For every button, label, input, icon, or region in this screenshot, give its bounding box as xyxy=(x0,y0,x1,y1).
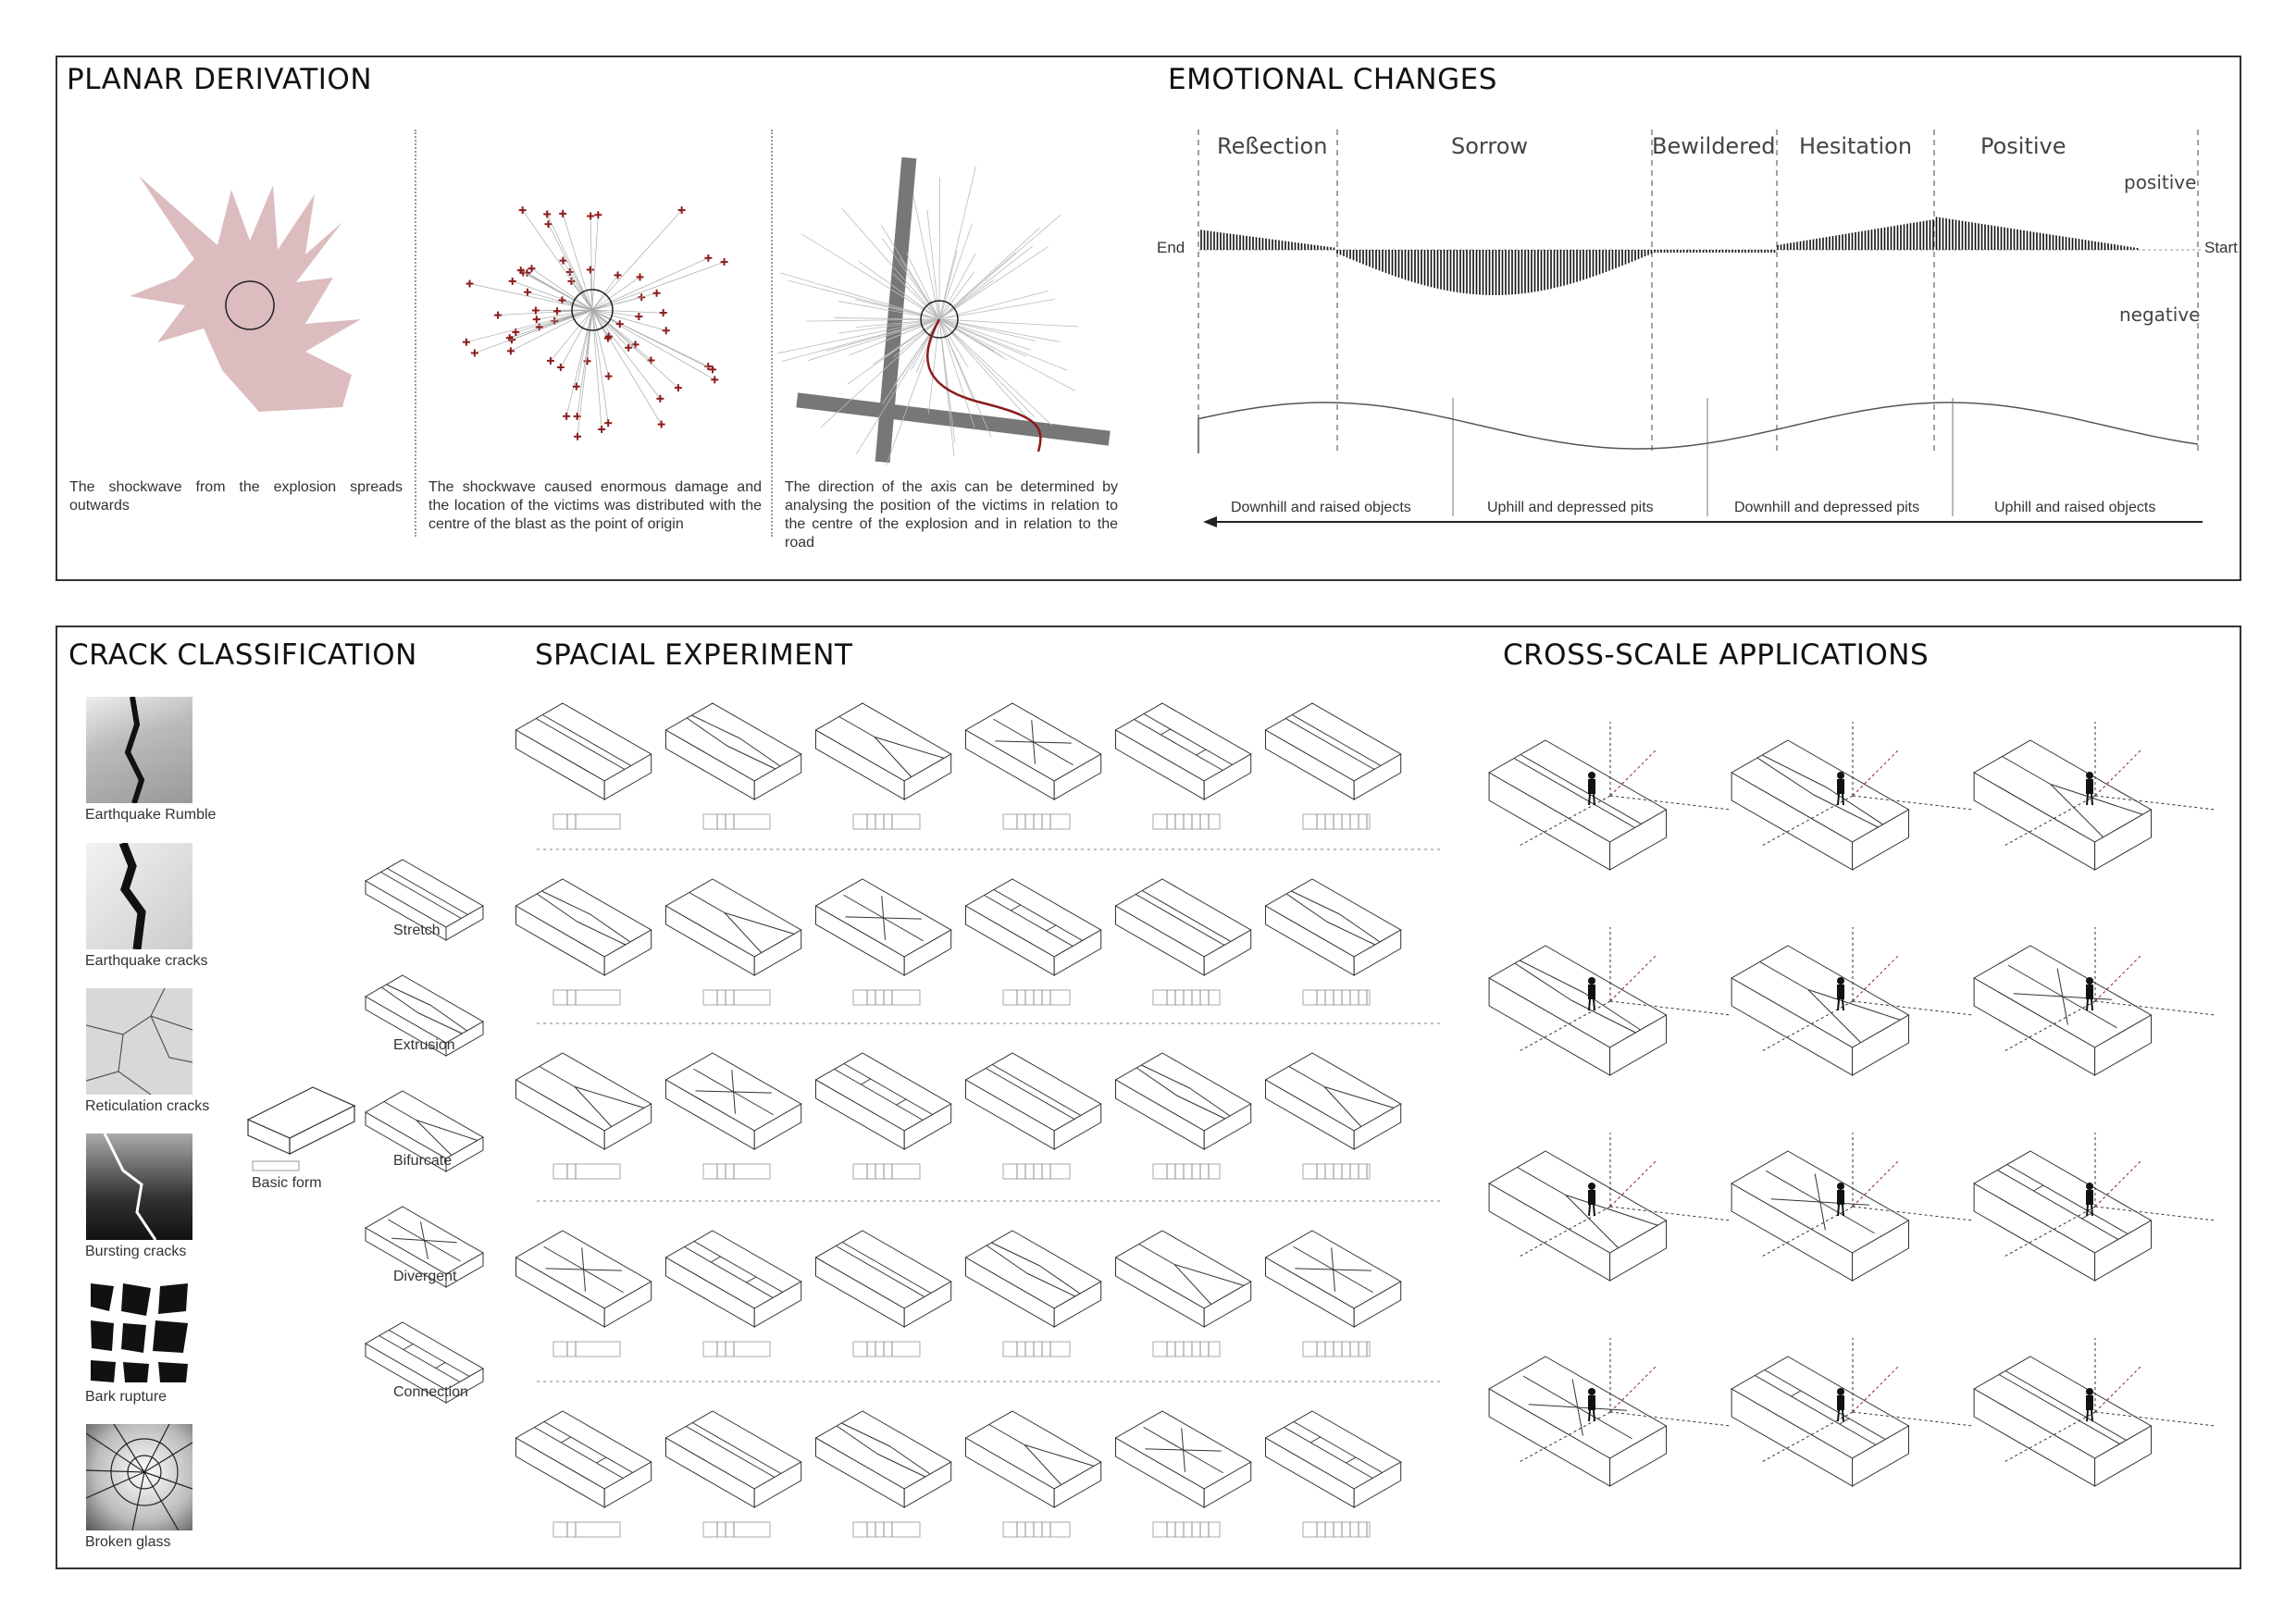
iso-block xyxy=(516,1231,652,1327)
cross-scale-applications-title: CROSS-SCALE APPLICATIONS xyxy=(1503,638,1930,672)
bark-rupture-label: Bark rupture xyxy=(85,1389,168,1405)
plan-strip xyxy=(853,990,920,1005)
iso-block xyxy=(1116,1231,1251,1327)
iso-block xyxy=(1974,946,2151,1075)
victim-ray xyxy=(592,215,598,310)
broken-glass-photo xyxy=(86,1424,192,1530)
victim-marker xyxy=(527,265,535,272)
victim-marker xyxy=(721,258,728,266)
divergent-block xyxy=(391,1192,512,1266)
victim-ray xyxy=(592,310,714,379)
iso-block xyxy=(1731,1357,1908,1486)
planar-derivation-title: PLANAR DERIVATION xyxy=(67,63,373,96)
plan-strip xyxy=(553,814,620,829)
victim-marker xyxy=(653,290,661,297)
iso-block xyxy=(666,1411,801,1507)
victim-marker xyxy=(543,210,551,217)
plan-strip xyxy=(703,990,770,1005)
plan-strip xyxy=(1303,1164,1370,1179)
bursting-cracks-label: Bursting cracks xyxy=(85,1244,187,1259)
victim-marker xyxy=(587,266,594,274)
iso-block xyxy=(816,1231,951,1327)
victim-marker xyxy=(598,426,605,433)
end-label: End xyxy=(1157,239,1185,256)
stretch-block xyxy=(391,845,512,919)
victim-marker xyxy=(637,273,644,280)
victim-marker xyxy=(604,419,612,427)
iso-block xyxy=(816,879,951,975)
plan-strip xyxy=(1153,1164,1220,1179)
victim-marker xyxy=(635,313,642,320)
extrusion-label: Extrusion xyxy=(393,1037,455,1053)
earthquake-cracks-photo xyxy=(86,843,192,949)
victim-ray xyxy=(592,258,708,310)
iso-block xyxy=(966,1411,1101,1507)
victim-marker xyxy=(466,280,474,288)
victim-marker xyxy=(704,254,712,262)
iso-block xyxy=(1266,879,1401,975)
victim-ray xyxy=(939,177,940,319)
shockwave-shape xyxy=(130,176,361,412)
victim-ray xyxy=(788,280,939,319)
terrain-profile xyxy=(1198,403,2198,453)
positive-label: positive xyxy=(2124,171,2197,193)
victim-marker xyxy=(594,211,602,218)
iso-block xyxy=(1266,703,1401,799)
iso-block xyxy=(1974,1151,2151,1281)
victim-ray xyxy=(939,299,1055,319)
terrain-label-3: Downhill and depressed pits xyxy=(1734,500,1920,515)
victim-marker xyxy=(656,395,664,403)
shockwave-diagram xyxy=(120,167,379,426)
bursting-cracks-photo xyxy=(86,1134,192,1240)
victim-ray xyxy=(592,277,640,310)
bark-rupture-photo xyxy=(86,1279,192,1385)
victim-marker xyxy=(509,278,516,285)
plan-strip xyxy=(553,1342,620,1357)
start-label: Start xyxy=(2204,239,2238,256)
crack-classification-title: CRACK CLASSIFICATION xyxy=(68,638,417,672)
iso-block xyxy=(1489,740,1666,870)
plan-strip xyxy=(1153,814,1220,829)
terrain-label-4: Uphill and raised objects xyxy=(1994,500,2156,515)
plan-strip xyxy=(553,1522,620,1537)
victim-marker xyxy=(563,413,570,420)
plan-strip xyxy=(1003,1522,1070,1537)
road-horizontal xyxy=(796,392,1110,445)
victim-ray xyxy=(592,310,628,348)
plan-strip xyxy=(853,1164,920,1179)
planar-divider-1 xyxy=(415,130,416,537)
victim-marker xyxy=(524,289,531,296)
victim-ray xyxy=(592,275,618,310)
phase-label-5: Positive xyxy=(1980,133,2066,159)
iso-block xyxy=(1266,1411,1401,1507)
connection-block xyxy=(391,1307,512,1381)
reticulation-cracks-photo xyxy=(86,988,192,1095)
terrain-dividers xyxy=(1453,398,1953,516)
earthquake-cracks-label: Earthquake cracks xyxy=(85,953,208,969)
iso-block xyxy=(666,879,801,975)
iso-block xyxy=(516,1053,652,1149)
iso-block xyxy=(1116,879,1251,975)
phase-label-2: Sorrow xyxy=(1451,133,1529,159)
plan-strip xyxy=(703,1522,770,1537)
victim-marker xyxy=(573,383,580,390)
victim-ray xyxy=(592,310,608,423)
iso-block xyxy=(516,703,652,799)
victim-ray xyxy=(939,246,1033,319)
negative-label: negative xyxy=(2119,304,2201,326)
iso-block xyxy=(816,703,951,799)
victim-marker xyxy=(507,347,515,354)
victim-marker xyxy=(471,350,478,357)
victim-marker xyxy=(533,316,540,323)
plan-strip xyxy=(853,814,920,829)
bifurcate-label: Bifurcate xyxy=(393,1153,453,1169)
plan-strip xyxy=(1153,1522,1220,1537)
iso-block xyxy=(816,1053,951,1149)
iso-block xyxy=(966,1231,1101,1327)
axis-diagram xyxy=(796,157,1111,472)
victim-marker xyxy=(658,421,665,428)
terrain-label-1: Downhill and raised objects xyxy=(1231,500,1411,515)
victim-ray xyxy=(835,317,939,319)
iso-block xyxy=(1731,1151,1908,1281)
iso-block xyxy=(1489,1151,1666,1281)
victim-ray xyxy=(939,228,1039,319)
plan-strip xyxy=(1003,1342,1070,1357)
phase-label-3: Bewildered xyxy=(1652,133,1776,159)
iso-block xyxy=(966,703,1101,799)
iso-block xyxy=(1266,1053,1401,1149)
extrusion-block xyxy=(391,960,512,1035)
reticulation-cracks-label: Reticulation cracks xyxy=(85,1098,210,1114)
iso-block xyxy=(1266,1231,1401,1327)
victim-marker xyxy=(587,213,594,220)
planar-caption-3: The direction of the axis can be determined by analysing the position of the victims in relation to the centre of the explosion and in relation to the road xyxy=(785,479,1118,551)
iso-block xyxy=(966,1053,1101,1149)
emotion-bars xyxy=(1201,217,2138,295)
phase-label-4: Hesitation xyxy=(1799,133,1913,159)
victim-marker xyxy=(494,312,502,319)
victim-ray xyxy=(547,214,592,310)
plan-strip xyxy=(1303,990,1370,1005)
planar-divider-2 xyxy=(771,130,773,537)
victim-marker xyxy=(711,376,718,383)
iso-block xyxy=(816,1411,951,1507)
phase-dividers xyxy=(1198,130,2201,453)
victim-ray xyxy=(801,233,939,319)
plan-strip xyxy=(1303,814,1370,829)
victim-ray xyxy=(939,319,1035,417)
plan-strip xyxy=(1303,1342,1370,1357)
victim-marker xyxy=(660,309,667,316)
plan-strip xyxy=(1303,1522,1370,1537)
victim-ray xyxy=(939,319,1075,390)
victim-ray xyxy=(563,261,592,310)
iso-block xyxy=(666,1231,801,1327)
plan-strip xyxy=(703,1342,770,1357)
victim-marker xyxy=(547,357,554,365)
victim-marker xyxy=(663,327,670,334)
victim-ray xyxy=(466,310,592,342)
connection-label: Connection xyxy=(393,1384,468,1400)
iso-block xyxy=(1489,1357,1666,1486)
victim-marker xyxy=(605,373,613,380)
victim-ray xyxy=(521,270,592,310)
plan-strip xyxy=(703,814,770,829)
victim-ray xyxy=(939,254,975,319)
victim-ray xyxy=(523,210,592,310)
victim-marker xyxy=(553,307,561,315)
iso-block xyxy=(1116,703,1251,799)
iso-block xyxy=(966,879,1101,975)
plan-strip xyxy=(1153,1342,1220,1357)
terrain-label-2: Uphill and depressed pits xyxy=(1487,500,1654,515)
victim-marker xyxy=(557,364,565,371)
plan-strip xyxy=(703,1164,770,1179)
victim-marker xyxy=(559,210,566,217)
arrow-head xyxy=(1203,516,1217,527)
plan-strip xyxy=(853,1342,920,1357)
emotional-changes-title: EMOTIONAL CHANGES xyxy=(1168,63,1497,96)
iso-block xyxy=(1731,946,1908,1075)
victim-marker xyxy=(463,339,470,346)
basic-form-label: Basic form xyxy=(252,1175,322,1191)
planar-caption-2: The shockwave caused enormous damage and the location of the victims was distributed with the centre of the blast as the point of origin xyxy=(428,479,762,532)
iso-block xyxy=(1974,1357,2151,1486)
victim-marker xyxy=(519,206,527,214)
earthquake-rumble-photo xyxy=(86,697,192,803)
planar-caption-1: The shockwave from the explosion spreads outwards xyxy=(69,479,403,514)
plan-strip xyxy=(1153,990,1220,1005)
victims-scatter-diagram xyxy=(463,167,740,435)
iso-block xyxy=(516,879,652,975)
plan-strip xyxy=(1003,814,1070,829)
basic-form-block xyxy=(248,1087,359,1171)
plan-strip xyxy=(1003,1164,1070,1179)
iso-block xyxy=(1731,740,1908,870)
iso-block xyxy=(666,703,801,799)
broken-glass-label: Broken glass xyxy=(85,1534,171,1550)
phase-label-1: Reßection xyxy=(1217,133,1328,159)
victim-marker xyxy=(614,271,622,279)
victim-ray xyxy=(511,310,592,351)
plan-strip xyxy=(1003,990,1070,1005)
plan-strip xyxy=(853,1522,920,1537)
iso-block xyxy=(1489,946,1666,1075)
iso-block xyxy=(666,1053,801,1149)
cross-scale-grid xyxy=(1481,712,2230,1545)
iso-block xyxy=(1116,1411,1251,1507)
divergent-label: Divergent xyxy=(393,1269,457,1284)
stretch-label: Stretch xyxy=(393,923,441,938)
spacial-experiment-title: SPACIAL EXPERIMENT xyxy=(535,638,853,672)
emotion-chart xyxy=(1185,120,2212,546)
bifurcate-block xyxy=(391,1076,512,1150)
spacial-experiment-grid xyxy=(537,694,1462,1564)
victim-marker xyxy=(616,320,624,328)
plan-strip xyxy=(553,1164,620,1179)
victim-ray xyxy=(592,262,725,310)
iso-block xyxy=(1974,740,2151,870)
earthquake-rumble-label: Earthquake Rumble xyxy=(85,807,217,823)
iso-block xyxy=(1116,1053,1251,1149)
iso-block xyxy=(516,1411,652,1507)
victim-ray xyxy=(592,310,660,399)
plan-strip xyxy=(553,990,620,1005)
victim-ray xyxy=(577,310,592,387)
